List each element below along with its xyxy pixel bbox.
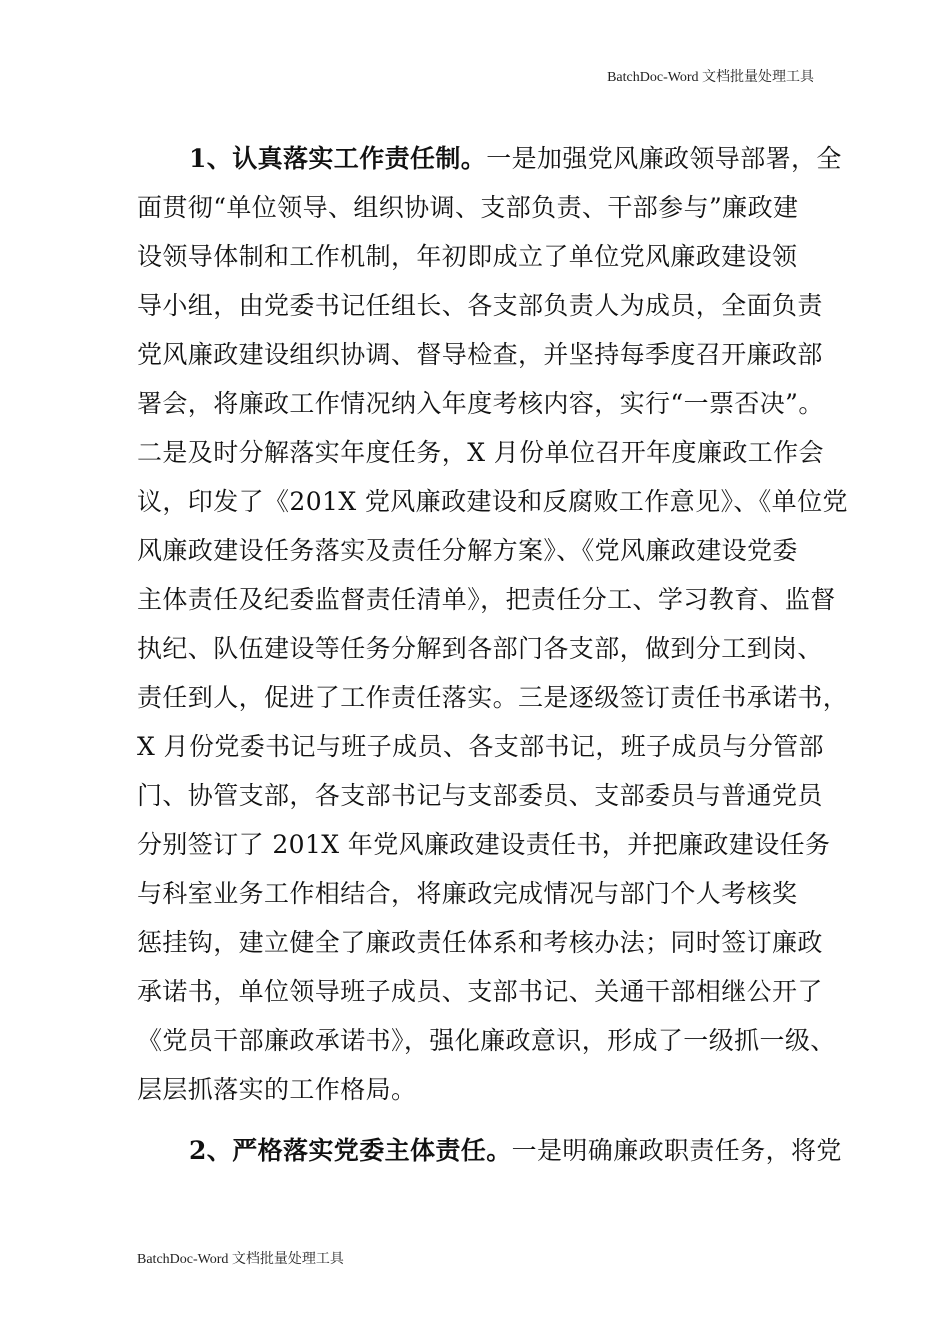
paragraph-line: 与科室业务工作相结合，将廉政完成情况与部门个人考核奖 bbox=[137, 879, 798, 908]
paragraph-line: 一是明确廉政职责任务，将党 bbox=[511, 1136, 842, 1165]
paragraph-line: 面贯彻“单位领导、组织协调、支部负责、干部参与”廉政建 bbox=[137, 193, 799, 222]
paragraph-line: 主体责任及纪委监督责任清单》，把责任分工、学习教育、监督 bbox=[137, 585, 836, 614]
paragraph-line: 《党员干部廉政承诺书》，强化廉政意识，形成了一级抓一级、 bbox=[137, 1026, 836, 1055]
paragraph-line: 二是及时分解落实年度任务，X 月份单位召开年度廉政工作会 bbox=[137, 438, 824, 467]
paragraph-line: 承诺书，单位领导班子成员、支部书记、关通干部相继公开了 bbox=[137, 977, 823, 1006]
paragraph-line: 党风廉政建设组织协调、督导检查，并坚持每季度召开廉政部 bbox=[137, 340, 823, 369]
paragraph-line: 议，印发了《201X 党风廉政建设和反腐败工作意见》、《单位党 bbox=[137, 487, 848, 516]
section-2-heading: 2、严格落实党委主体责任。 bbox=[189, 1136, 512, 1165]
paragraph-line: 分别签订了 201X 年党风廉政建设责任书，并把廉政建设任务 bbox=[137, 830, 831, 859]
paragraph-line: 风廉政建设任务落实及责任分解方案》、《党风廉政建设党委 bbox=[137, 536, 798, 565]
paragraph-line: X 月份党委书记与班子成员、各支部书记，班子成员与分管部 bbox=[137, 732, 824, 761]
document-body bbox=[137, 134, 849, 1175]
paragraph-line: 设领导体制和工作机制，年初即成立了单位党风廉政建设领 bbox=[137, 242, 798, 271]
page-footer: BatchDoc-Word 文档批量处理工具 bbox=[137, 1252, 344, 1267]
section-1-heading: 1、认真落实工作责任制。 bbox=[189, 144, 487, 173]
paragraph-line: 署会，将廉政工作情况纳入年度考核内容，实行“一票否决”。 bbox=[137, 389, 824, 418]
paragraph-line: 门、协管支部，各支部书记与支部委员、支部委员与普通党员 bbox=[137, 781, 823, 810]
section-1-first-line bbox=[137, 134, 842, 183]
paragraph-line: 层层抓落实的工作格局。 bbox=[137, 1075, 417, 1104]
paragraph-line: 责任到人，促进了工作责任落实。三是逐级签订责任书承诺书， bbox=[137, 683, 849, 712]
paragraph-line: 执纪、队伍建设等任务分解到各部门各支部，做到分工到岗、 bbox=[137, 634, 823, 663]
paragraph-line: 惩挂钩，建立健全了廉政责任体系和考核办法；同时签订廉政 bbox=[137, 928, 823, 957]
page-header: BatchDoc-Word 文档批量处理工具 bbox=[607, 70, 814, 85]
paragraph-line: 导小组，由党委书记任组长、各支部负责人为成员，全面负责 bbox=[137, 291, 823, 320]
paragraph-line: 一是加强党风廉政领导部署，全 bbox=[486, 144, 842, 173]
section-2-first-line bbox=[137, 1126, 842, 1175]
